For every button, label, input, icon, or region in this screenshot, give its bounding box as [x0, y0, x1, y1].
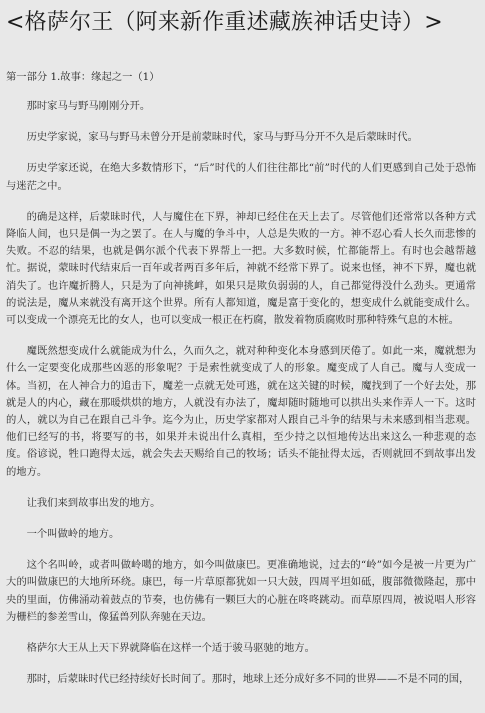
paragraph: 历史学家说，家马与野马未曾分开是前蒙昧时代，家马与野马分开不久是后蒙昧时代。	[26, 131, 418, 144]
paragraph: 格萨尔大王从上天下界就降临在这样一个适于骏马驱驰的地方。	[26, 642, 315, 655]
paragraph: 让我们来到故事出发的地方。	[26, 496, 161, 509]
paragraph: 的确是这样，后蒙昧时代，人与魔住在下界，神却已经住在天上去了。尽管他们还常常以各种方式降临人间，也只是偶一为之罢了。在人与魔的争斗中，人总是失败的一方。神不忍心看人长久而悲惨的失败。不忍的结果，也就是偶尔派个代表下界帮上一把。大多数时候，忙都能帮上。有时也会越帮越忙。据说，蒙昧时代结束后一百年或者两百多年后，神就不经常下界了。说来也怪，神不下界，魔也就消失了。也许魔折腾人，只是为了向神挑衅，如果只是欺负弱弱的人，自己都觉得没什么劲头。更通常的说法是，魔从来就没有离开这个世界。所有人都知道，魔是富于变化的，想变成什么就能变成什么。可以变成一个漂亮无比的女人，也可以变成一根正在朽腐，散发着物质腐败时那种特殊气息的木桩。	[6, 210, 476, 327]
chapter-heading: 第一部分 1.故事：缘起之一（1）	[6, 71, 160, 83]
paragraph: 一个叫做岭的地方。	[26, 528, 120, 541]
paragraph: 历史学家还说，在绝大多数情形下，“后”时代的人们往往都比“前”时代的人们更感到自己处于恐怖与迷茫之中。	[6, 162, 476, 192]
book-title: <格萨尔王（阿来新作重述藏族神话史诗）>	[6, 10, 443, 35]
paragraph: 那时，后蒙昧时代已经持续好长时间了。那时，地球上还分成好多不同的世界——不是不同的国，	[26, 673, 470, 686]
paragraph: 魔既然想变成什么就能成为什么，久而久之，就对种种变化本身感到厌倦了。如此一来，魔就想为什么一定要变化成那些凶恶的形象呢？于是索性就变成了人的形象。魔变成了人自己。魔与人变成一体。当初，在人神合力的追击下，魔差一点就无处可逃，就在这关键的时候，魔找到了一个好去处，那就是人的内心，藏在那暖烘烘的地方，人就没有办法了，魔却随时随地可以拱出头来作弄人一下。这时的人，就以为自己在跟自己斗争。迄今为止，历史学家都对人跟自己斗争的结果与未来感到相当悲观。他们已经写的书，将要写的书，如果并未说出什么真相，至少持之以恒地传达出来这么一种悲观的态度。俗谚说，牲口跑得太远，就会失去天赐给自己的牧场；话头不能扯得太远，否则就回不到故事出发的地方。	[6, 345, 476, 478]
paragraph: 那时家马与野马刚刚分开。	[26, 100, 151, 112]
paragraph: 这个名叫岭，或者叫做岭噶的地方，如今叫做康巴。更准确地说，过去的“岭”如今是被一片更为广大的叫做康巴的大地所环绕。康巴，每一片草原都犹如一只大鼓，四周平坦如砥，腹部微微隆起，那中央的里面，仿佛涌动着鼓点的节奏，也仿佛有一颗巨大的心脏在咚咚跳动。而草原四周，被说唱人形容为栅栏的参差雪山，像猛兽列队奔驰在天边。	[6, 559, 476, 623]
